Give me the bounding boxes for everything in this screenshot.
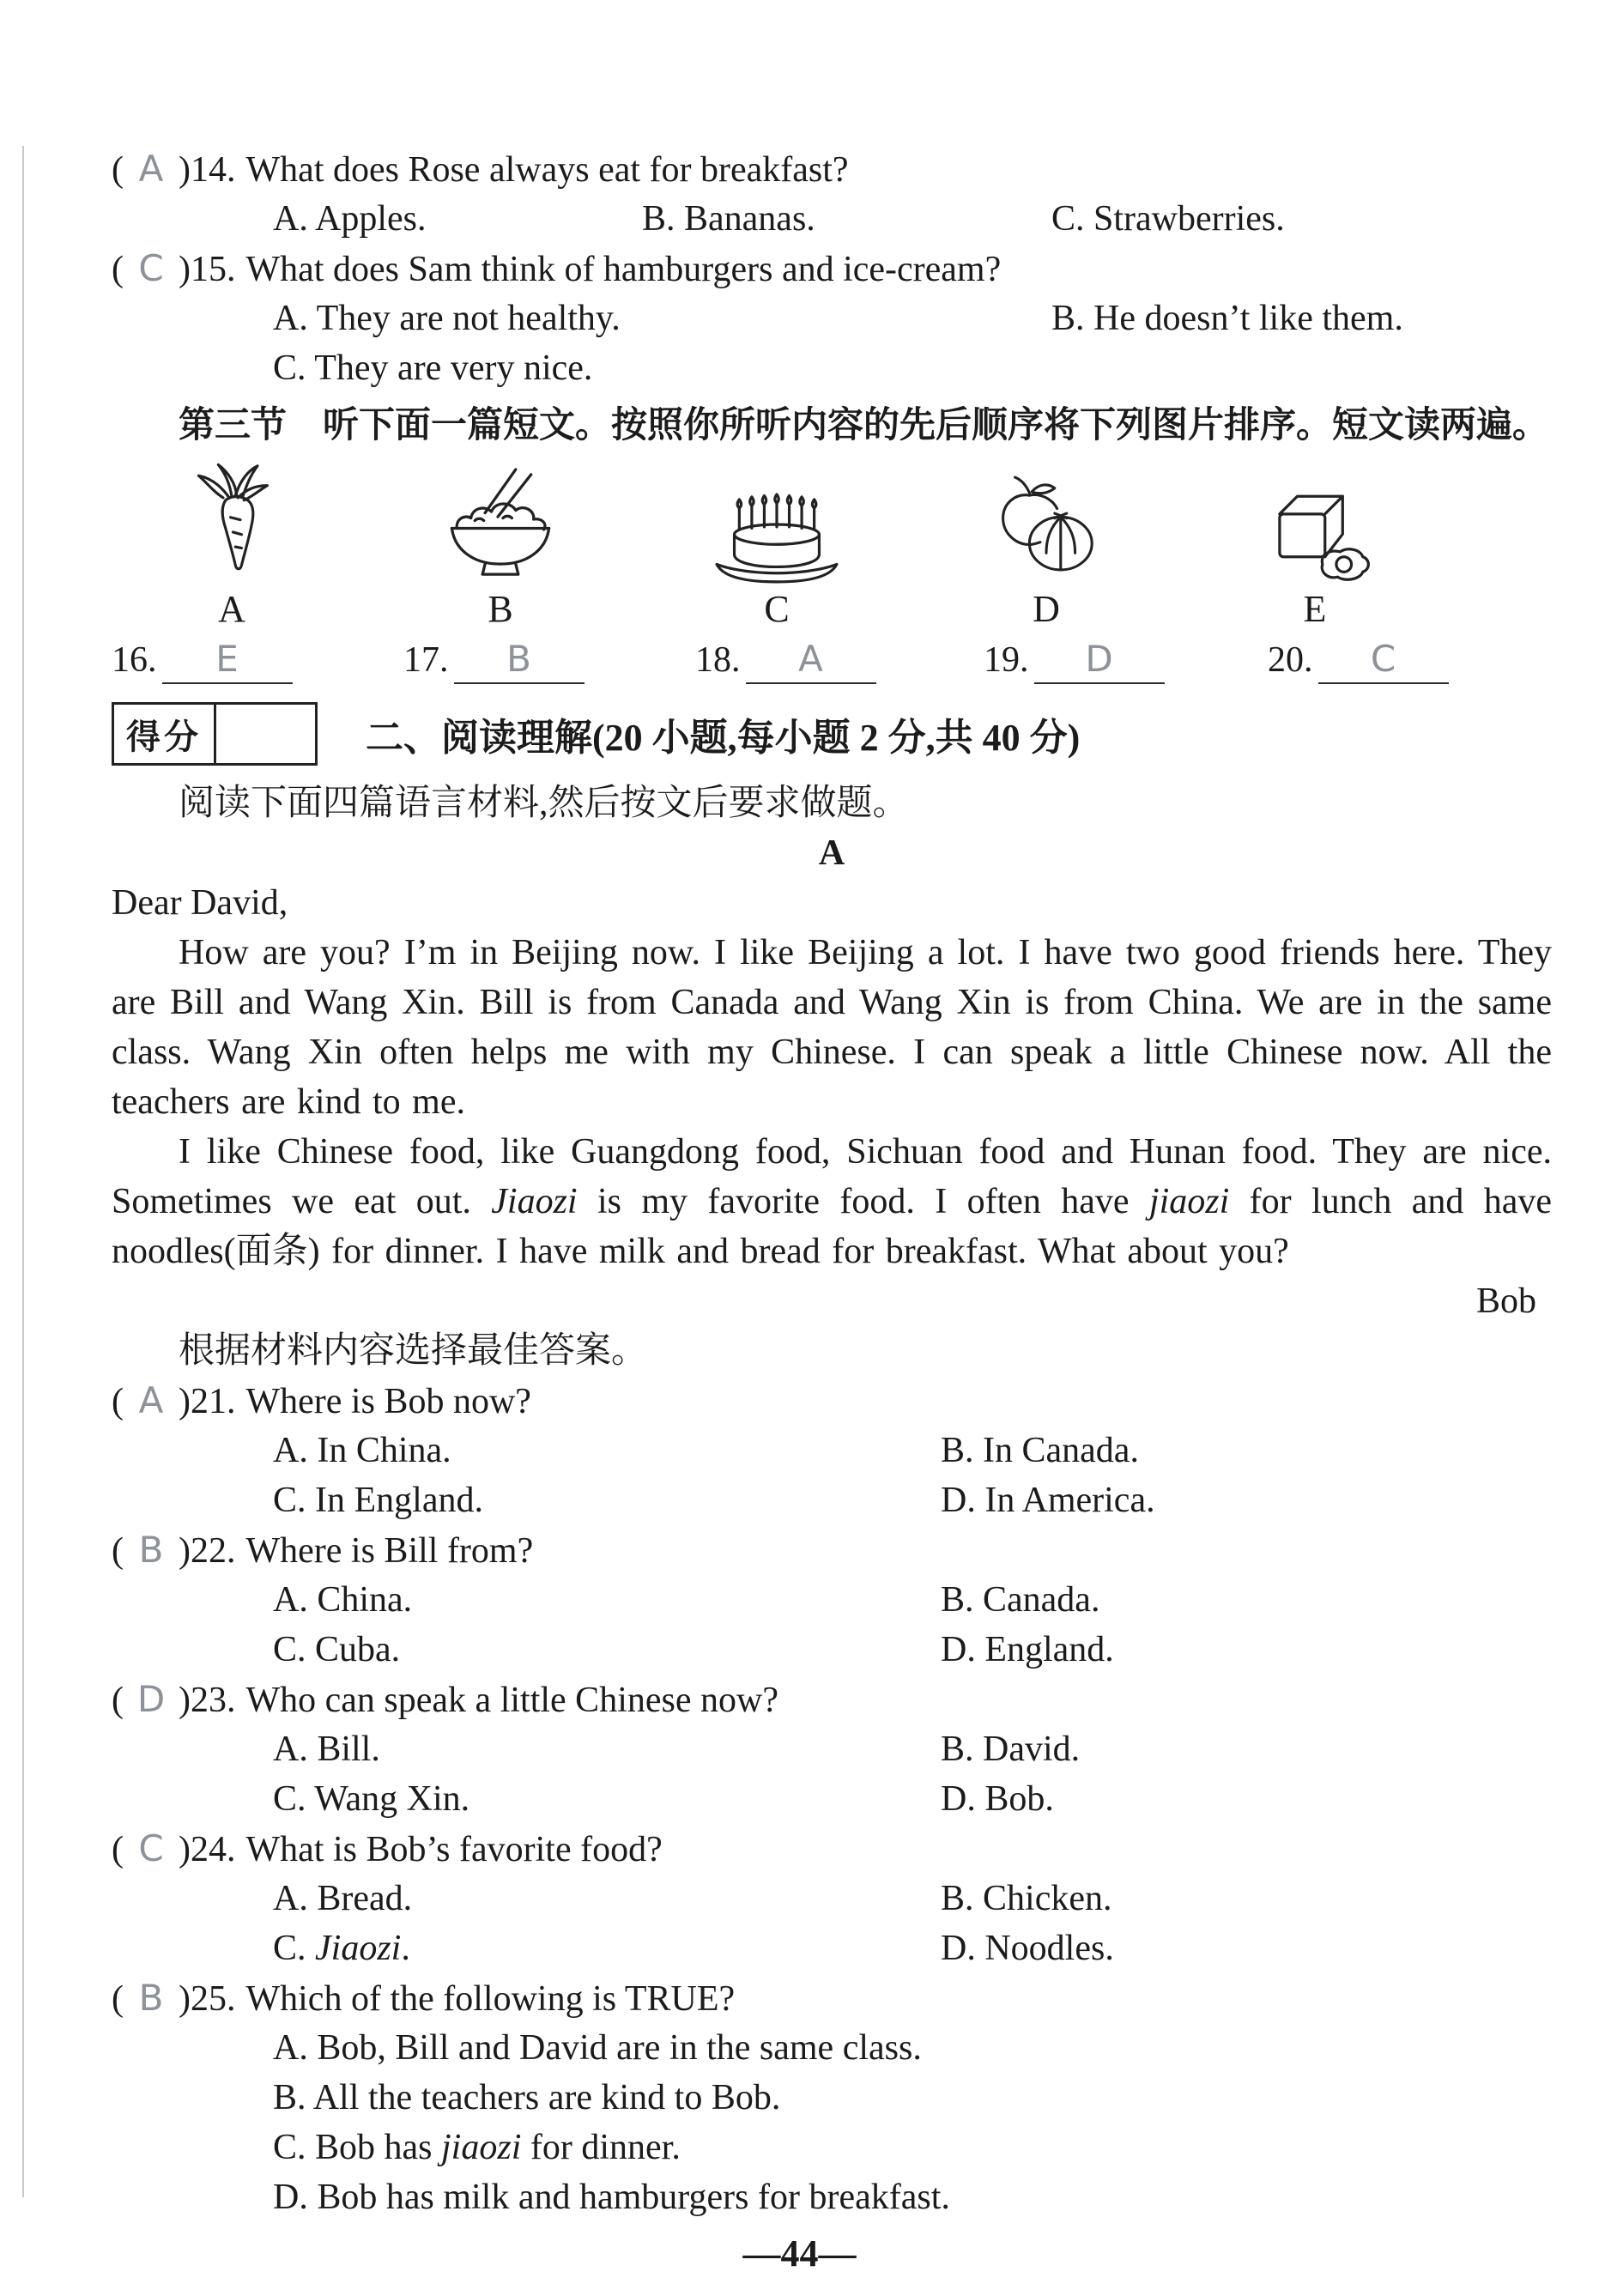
open-paren: ( — [112, 1830, 124, 1869]
passage-paragraph-1: How are you? I’m in Beijing now. I like Beijing a lot. I have two good friends here. They are Bill and Wang Xin. Bill is from Canada and Wang Xin is from China. We are in the same class. Wang Xin often helps me with my Chinese. I can speak a little Chinese now. All the teachers are kind to me. — [112, 933, 1552, 1122]
close-paren: ) — [179, 1681, 191, 1720]
picture-label: C — [764, 588, 790, 630]
option-d: D. Bob. — [941, 1779, 1054, 1819]
option-c: C. Cuba. — [273, 1630, 401, 1669]
question-text: Where is Bob now? — [245, 1382, 531, 1421]
picture-label: E — [1303, 588, 1327, 630]
handwritten-answer-25: B — [138, 1977, 164, 2019]
question-number: 15. — [191, 250, 236, 289]
reading-question-23 — [112, 1675, 1552, 1724]
close-paren: ) — [179, 250, 191, 289]
option-a: A. Bill. — [273, 1730, 380, 1769]
q25-option-c — [112, 2123, 1552, 2172]
option-a: A. They are not healthy. — [273, 299, 621, 338]
handwritten-answer-14: A — [138, 148, 164, 190]
open-paren: ( — [112, 150, 124, 190]
option-b: B. He doesn’t like them. — [1051, 299, 1403, 338]
italic-term: Jiaozi — [315, 1929, 402, 1968]
picture-label: A — [218, 588, 245, 630]
q21-options-row-1 — [112, 1426, 1552, 1475]
answer-blank — [1034, 636, 1165, 684]
paragraph-text: for lunch and have noodles(面条) for dinner. I have milk and bread for breakfast. What about you? — [112, 1182, 1552, 1271]
page-content — [112, 144, 1552, 2222]
reading-question-21 — [112, 1376, 1552, 1426]
score-box — [112, 702, 318, 766]
close-paren: ) — [179, 150, 191, 190]
option-b: B. Chicken. — [941, 1879, 1112, 1918]
question-text: Who can speak a little Chinese now? — [245, 1681, 778, 1720]
option-a: A. Apples. — [273, 199, 427, 239]
salutation: Dear David, — [112, 883, 288, 923]
option-text: C. Bob has — [273, 2128, 442, 2167]
q21-options-row-2 — [112, 1475, 1552, 1525]
option-a: A. Bread. — [273, 1879, 413, 1918]
question-text: What does Sam think of hamburgers and ice-cream? — [245, 250, 1002, 289]
blank-19 — [984, 634, 1165, 686]
option-d: D. Noodles. — [941, 1929, 1114, 1968]
blank-17 — [403, 634, 584, 686]
answer-blank — [1318, 636, 1449, 684]
question-text: What is Bob’s favorite food? — [245, 1830, 663, 1869]
option-a: A. China. — [273, 1580, 413, 1620]
listening-question-14 — [112, 144, 1552, 194]
question-text: Where is Bill from? — [245, 1531, 534, 1571]
blank-number: 18. — [695, 640, 741, 680]
passage-paragraph-2 — [112, 1127, 1552, 1276]
open-paren: ( — [112, 1531, 124, 1571]
q22-options-row-2 — [112, 1625, 1552, 1675]
picture-label: B — [488, 588, 513, 630]
close-paren: ) — [179, 1979, 191, 2019]
italic-term: Jiaozi — [491, 1182, 578, 1221]
option-b: B. In Canada. — [941, 1431, 1139, 1470]
picture-row — [112, 456, 1552, 634]
rice-bowl-icon — [436, 456, 565, 585]
blank-number: 20. — [1268, 640, 1313, 680]
blank-number: 16. — [112, 640, 157, 680]
score-and-heading-row — [112, 702, 1552, 766]
answer-blank — [746, 636, 876, 684]
option-a: A. In China. — [273, 1431, 451, 1470]
blank-number: 19. — [984, 640, 1029, 680]
apple-and-tangerine-icon — [986, 456, 1106, 585]
option-text: for dinner. — [521, 2128, 681, 2167]
answer-blank — [454, 636, 584, 684]
picture-d — [986, 456, 1106, 634]
handwritten-answer-23: D — [136, 1678, 166, 1720]
handwritten-answer-22: B — [138, 1529, 164, 1571]
reading-question-22 — [112, 1525, 1552, 1575]
option-c: C. They are very nice. — [273, 348, 593, 388]
picture-b — [436, 456, 565, 634]
blank-number: 17. — [403, 640, 449, 680]
q15-options-row-1 — [112, 294, 1552, 343]
option-c: C. Strawberries. — [1051, 199, 1285, 239]
listening-question-15 — [112, 244, 1552, 294]
option-c: C. In England. — [273, 1481, 483, 1520]
page-left-rule — [22, 146, 24, 2197]
question-number: 23. — [191, 1681, 236, 1720]
question-number: 22. — [191, 1531, 236, 1571]
q15-options-row-2 — [112, 343, 1552, 393]
option-c — [273, 1923, 410, 1973]
score-box-label: 得分 — [114, 705, 216, 763]
close-paren: ) — [179, 1382, 191, 1421]
answer-blank — [162, 636, 293, 684]
q25-option-b: B. All the teachers are kind to Bob. — [273, 2078, 781, 2117]
italic-term: jiaozi — [441, 2128, 522, 2167]
option-d: D. In America. — [941, 1481, 1155, 1520]
open-paren: ( — [112, 1681, 124, 1720]
q22-options-row-1 — [112, 1575, 1552, 1625]
reading-directions: 根据材料内容选择最佳答案。 — [179, 1331, 648, 1371]
picture-a — [189, 456, 275, 634]
paragraph-text: I like Chinese food, like Guangdong food, Sichuan food and Hunan food. They are nice. Sometimes we eat out. — [112, 1132, 1552, 1221]
close-paren: ) — [179, 1531, 191, 1571]
option-b: B. David. — [941, 1730, 1081, 1769]
signature: Bob — [1475, 1281, 1536, 1321]
handwritten-answer-24: C — [138, 1827, 164, 1869]
open-paren: ( — [112, 250, 124, 289]
handwritten-answer-21: A — [138, 1379, 164, 1421]
passage-label: A — [818, 833, 845, 873]
paragraph-text: is my favorite food. I often have — [577, 1182, 1149, 1221]
option-text: . — [401, 1929, 410, 1968]
q14-options-row — [112, 194, 1552, 244]
q23-options-row-1 — [112, 1724, 1552, 1774]
question-text: Which of the following is TRUE? — [245, 1979, 736, 2019]
section3-title: 第三节 听下面一篇短文。按照你所听内容的先后顺序将下列图片排序。短文读两遍。 — [179, 406, 1549, 445]
blank-18 — [695, 634, 876, 686]
blank-20 — [1268, 634, 1449, 686]
birthday-cake-icon — [708, 456, 845, 585]
handwritten-answer-20: C — [1370, 638, 1396, 680]
handwritten-answer-17: B — [506, 638, 531, 680]
reading-instruction: 阅读下面四篇语言材料,然后按文后要求做题。 — [179, 784, 909, 823]
reading-question-24 — [112, 1824, 1552, 1874]
reading-question-25 — [112, 1973, 1552, 2023]
q23-options-row-2 — [112, 1774, 1552, 1824]
question-number: 25. — [191, 1979, 236, 2019]
picture-label: D — [1033, 588, 1060, 630]
ordering-answer-row — [112, 634, 1552, 689]
option-text: C. — [273, 1929, 316, 1968]
option-b: B. Canada. — [941, 1580, 1100, 1620]
option-d: D. England. — [941, 1630, 1114, 1669]
q25-option-a: A. Bob, Bill and David are in the same class. — [273, 2028, 922, 2068]
section2-heading: 二、阅读理解(20 小题,每小题 2 分,共 40 分) — [366, 717, 1081, 759]
question-number: 24. — [191, 1830, 236, 1869]
question-number: 14. — [191, 150, 236, 190]
handwritten-answer-16: E — [215, 638, 239, 680]
q25-option-d: D. Bob has milk and hamburgers for breakfast. — [273, 2178, 950, 2217]
bread-and-egg-icon — [1251, 456, 1379, 585]
carrot-icon — [189, 456, 275, 585]
q24-options-row-1 — [112, 1874, 1552, 1923]
handwritten-answer-19: D — [1085, 638, 1113, 680]
option-c: C. Wang Xin. — [273, 1779, 470, 1819]
question-text: What does Rose always eat for breakfast? — [245, 150, 849, 190]
handwritten-answer-15: C — [138, 247, 164, 289]
page-number: —44— — [742, 2232, 857, 2275]
open-paren: ( — [112, 1979, 124, 2019]
handwritten-answer-18: A — [798, 638, 823, 680]
close-paren: ) — [179, 1830, 191, 1869]
picture-c — [708, 456, 845, 634]
open-paren: ( — [112, 1382, 124, 1421]
italic-term: jiaozi — [1148, 1182, 1230, 1221]
score-value-cell — [216, 705, 315, 763]
option-b: B. Bananas. — [642, 199, 815, 239]
picture-e — [1251, 456, 1379, 634]
q24-options-row-2 — [112, 1923, 1552, 1973]
blank-16 — [112, 634, 293, 686]
question-number: 21. — [191, 1382, 236, 1421]
